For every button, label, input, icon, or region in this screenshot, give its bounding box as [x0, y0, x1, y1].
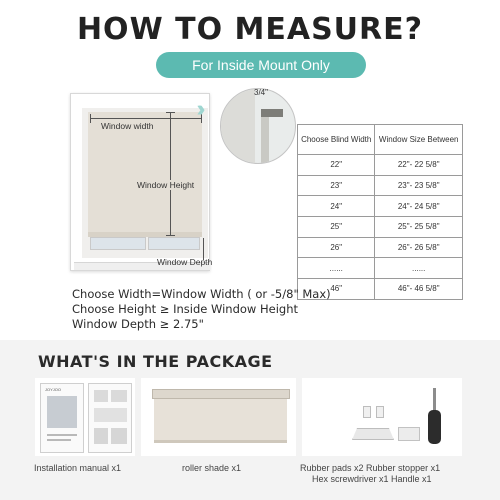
mount-type-badge: For Inside Mount Only — [156, 52, 366, 78]
rubber-stopper-icon — [398, 427, 420, 441]
table-cell: 22"- 22 5/8" — [375, 155, 463, 176]
depth-label: Window Depth — [157, 257, 213, 267]
wall-section — [221, 89, 255, 164]
manual-page-steps — [88, 383, 132, 453]
height-measure-tick-bottom — [166, 235, 175, 236]
table-cell: 46"- 46 5/8" — [375, 279, 463, 300]
roller-shade-fabric — [154, 399, 287, 441]
instruction-depth: Window Depth ≥ 2.75" — [72, 317, 204, 331]
table-row — [298, 258, 463, 279]
roller-shade-headrail — [152, 389, 290, 399]
accessories-caption-line2: Hex screwdriver x1 Handle x1 — [312, 474, 432, 484]
package-title: WHAT'S IN THE PACKAGE — [38, 352, 273, 371]
manual-step-image — [94, 390, 108, 402]
manual-text-line — [47, 439, 71, 441]
instruction-width: Choose Width=Window Width ( or -5/8" Max) — [72, 287, 331, 301]
table-cell: 46" — [298, 279, 375, 300]
manual-cover-image — [47, 396, 77, 428]
manual-text-line — [47, 434, 77, 436]
table-cell: 23"- 23 5/8" — [375, 175, 463, 196]
table-row — [298, 196, 463, 217]
table-cell: 25" — [298, 217, 375, 238]
screwdriver-icon — [428, 410, 441, 444]
table-row — [298, 237, 463, 258]
bracket-detail-circle — [220, 88, 296, 164]
table-cell: 24" — [298, 196, 375, 217]
height-measure-tick-top — [166, 112, 175, 113]
manual-page-cover — [40, 383, 84, 453]
instruction-height: Choose Height ≥ Inside Window Height — [72, 302, 298, 316]
rubber-pad-icon — [376, 406, 384, 418]
column-header: Window Size Between — [375, 125, 463, 155]
manual-step-image — [111, 428, 127, 444]
table-cell: 22" — [298, 155, 375, 176]
table-cell: 26"- 26 5/8" — [375, 237, 463, 258]
table-cell: ...... — [298, 258, 375, 279]
handle-icon — [352, 428, 394, 440]
screwdriver-shaft — [433, 388, 436, 412]
manual-step-image — [94, 428, 108, 444]
width-measure-tick-right — [201, 114, 202, 123]
rubber-pad-icon — [363, 406, 371, 418]
roller-shade-bottom-rail — [154, 440, 287, 443]
blind-section — [261, 109, 269, 164]
table-row — [298, 217, 463, 238]
table-header-row — [298, 125, 463, 155]
window-pane-right — [148, 237, 200, 250]
manual-caption: Installation manual x1 — [34, 463, 122, 473]
table-cell: 24"- 24 5/8" — [375, 196, 463, 217]
width-measure-tick-left — [90, 114, 91, 123]
table-cell: 25"- 25 5/8" — [375, 217, 463, 238]
manual-step-image — [111, 390, 127, 402]
size-table — [297, 124, 463, 300]
width-measure-line — [90, 118, 202, 119]
manual-step-image — [94, 408, 127, 422]
height-measure-line — [170, 112, 171, 236]
bracket-icon — [261, 109, 283, 117]
accessories-caption-line1: Rubber pads x2 Rubber stopper x1 — [300, 463, 441, 473]
page-title: HOW TO MEASURE? — [76, 12, 424, 47]
table-cell: 23" — [298, 175, 375, 196]
width-label: Window width — [101, 121, 154, 131]
height-label: Window Height — [137, 180, 195, 190]
roller-caption: roller shade x1 — [182, 463, 242, 473]
table-cell: 26" — [298, 237, 375, 258]
manual-brand: JOYJOO — [45, 387, 62, 392]
column-header: Choose Blind Width — [298, 125, 375, 155]
table-row — [298, 155, 463, 176]
table-row — [298, 175, 463, 196]
table-cell: ...... — [375, 258, 463, 279]
window-pane-left — [90, 237, 146, 250]
bracket-depth-label: 3/4" — [254, 88, 268, 97]
